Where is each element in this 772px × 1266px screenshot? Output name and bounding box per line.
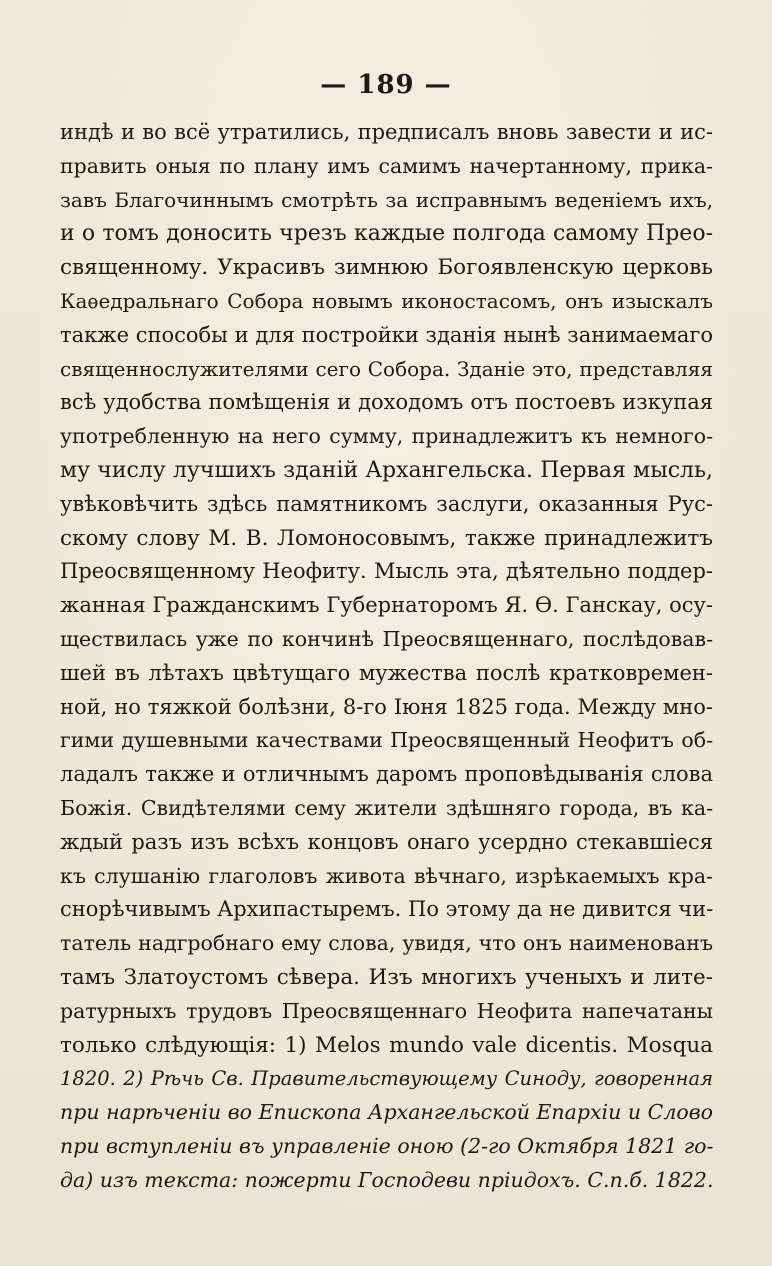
page-number <box>0 70 772 100</box>
text-line: жанная Гражданскимъ Губернаторомъ Я. Ѳ. Ганскау, осу- <box>60 593 713 618</box>
text-line: снорѣчивымъ Архипастыремъ. По этому да не дивится чи- <box>60 897 713 922</box>
text-line: Преосвященному Неофиту. Мысль эта, дѣятельно поддер- <box>60 559 713 584</box>
text-line: увѣковѣчить здѣсь памятникомъ заслуги, оказанныя Рус- <box>60 491 713 516</box>
text-line: ждый разъ изъ всѣхъ концовъ онаго усердно стекавшіеся <box>60 829 713 854</box>
text-line: при вступленіи въ управленіе оною (2-го Октября 1821 го- <box>60 1133 713 1158</box>
text-line: править оныя по плану имъ самимъ начертанному, прика- <box>60 153 713 178</box>
body-text <box>60 116 713 1198</box>
text-line: гими душевными качествами Преосвященный Неофитъ об- <box>60 728 713 753</box>
text-line: къ слушанію глаголовъ живота вѣчнаго, изрѣкаемыхъ кра- <box>60 863 713 888</box>
text-line: только слѣдующія: 1) Melos mundo vale dicentis. Mosqua <box>60 1032 713 1058</box>
text-line: при нарѣченіи во Епископа Архангельской Епархіи и Слово <box>60 1100 713 1125</box>
text-line: му числу лучшихъ зданій Архангельска. Первая мысль, <box>60 457 713 483</box>
text-line: скому слову М. В. Ломоносовымъ, также принадлежитъ <box>60 525 713 551</box>
text-line: ратурныхъ трудовъ Преосвященнаго Неофита напечатаны <box>60 998 713 1023</box>
text-line: также способы и для постройки зданія нынѣ занимаемаго <box>60 322 713 347</box>
text-line: Божія. Свидѣтелями сему жители здѣшняго города, въ ка- <box>60 795 713 820</box>
text-line: священному. Украсивъ зимнюю Богоявленскую церковь <box>60 255 713 281</box>
text-line: ществилась уже по кончинѣ Преосвященнаго, послѣдовав- <box>60 626 713 651</box>
text-line: ной, но тяжкой болѣзни, 8-го Іюня 1825 года. Между мно- <box>60 694 713 719</box>
text-line: употребленную на него сумму, принадлежитъ къ немного- <box>60 424 713 449</box>
text-line: индѣ и во всё утратились, предписалъ вновь завести и ис- <box>60 120 713 144</box>
text-line: татель надгробнаго ему слова, увидя, что онъ наименованъ <box>60 931 713 956</box>
text-line: священнослужителями сего Собора. Зданіе это, представляя <box>60 356 713 381</box>
text-line: тамъ Златоустомъ сѣвера. Изъ многихъ ученыхъ и лите- <box>60 964 713 990</box>
text-line: 1820. 2) Рѣчь Св. Правительствующему Синоду, говоренная <box>60 1067 713 1091</box>
page-number-text: — 189 — <box>320 70 452 100</box>
text-line: завъ Благочиннымъ смотрѣть за исправнымъ веденіемъ ихъ, <box>60 187 713 212</box>
text-line: ладалъ также и отличнымъ даромъ проповѣдыванія слова <box>60 762 713 787</box>
text-line: Каѳедральнаго Собора новымъ иконостасомъ, онъ изыскалъ <box>60 288 713 313</box>
text-line: да) изъ текста: пожерти Господеви пріидохъ. С.п.б. 1822. <box>60 1167 713 1192</box>
text-line: шей въ лѣтахъ цвѣтущаго мужества послѣ кратковремен- <box>60 660 713 685</box>
text-line: и о томъ доносить чрезъ каждые полгода самому Прео- <box>60 221 713 247</box>
text-line: всѣ удобства помѣщенія и доходомъ отъ постоевъ изкупая <box>60 390 713 415</box>
